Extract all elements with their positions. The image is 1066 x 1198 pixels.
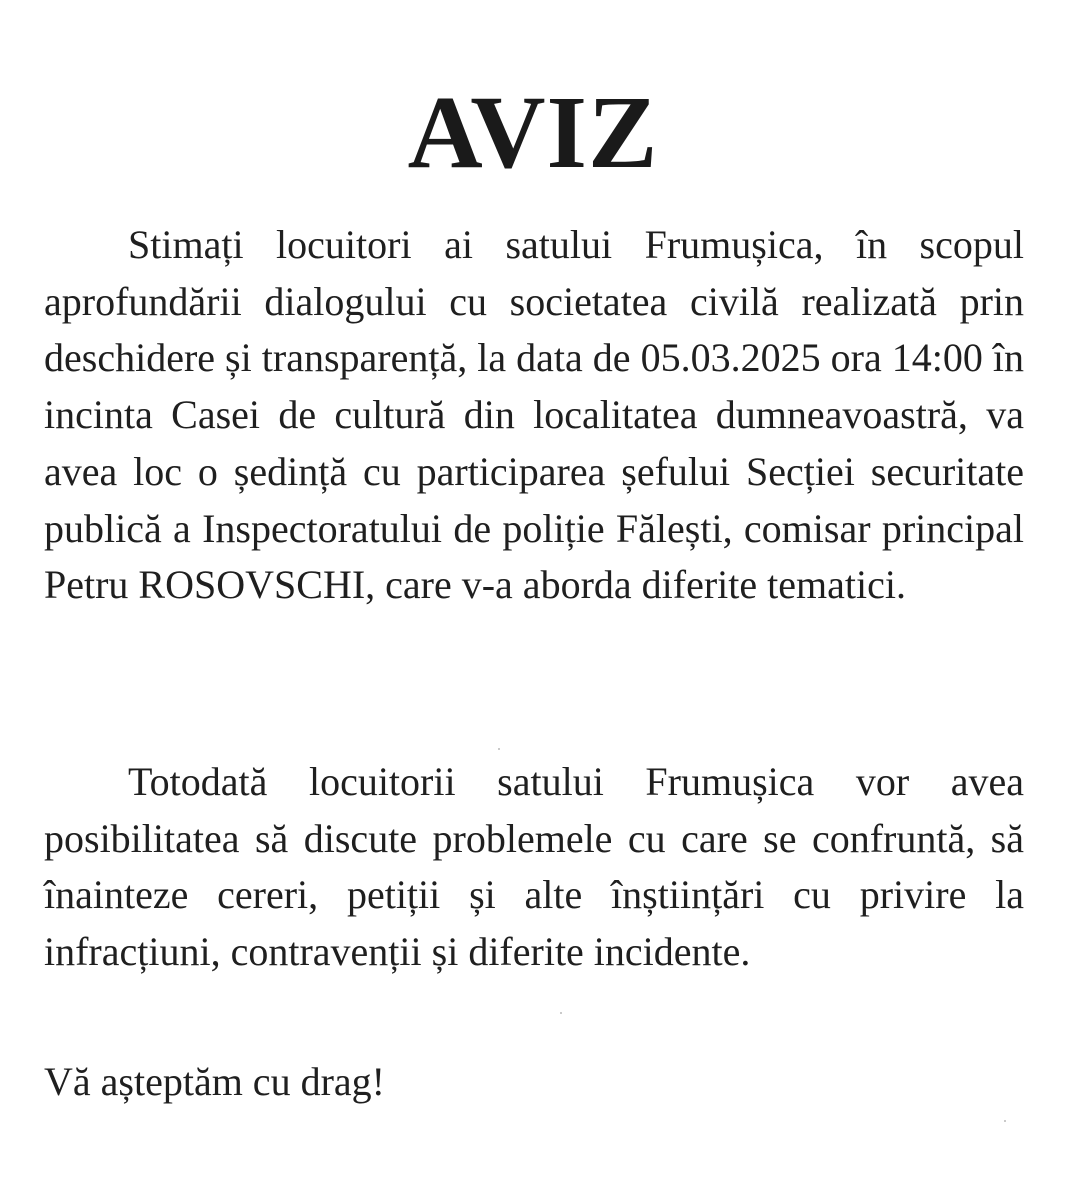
notice-paragraph-2: Totodată locuitorii satului Frumușica vor avea posibilitatea să discute problemele cu care se confruntă, să înainteze cereri, petiții și alte înștiințări cu privire la infracțiuni, contravenții și diferite incidente. xyxy=(44,759,1024,975)
paper-speck xyxy=(560,1012,562,1014)
paper-speck xyxy=(1004,1120,1006,1122)
paper-speck xyxy=(498,748,500,750)
notice-closing: Vă așteptăm cu drag! xyxy=(44,1059,385,1104)
notice-title: AVIZ xyxy=(407,75,659,190)
notice-paragraph-1: Stimați locuitori ai satului Frumușica, în scopul aprofundării dialogului cu societatea civilă realizată prin deschidere și transparență, la data de 05.03.2025 ora 14:00 în incinta Casei de cultură din localitatea dumneavoastră, va avea loc o ședință cu participarea șefului Secției securitate publică a Inspectoratului de poliție Fălești, comisar principal Petru ROSOVSCHI, care v-a aborda diferite tematici. xyxy=(44,222,1024,608)
